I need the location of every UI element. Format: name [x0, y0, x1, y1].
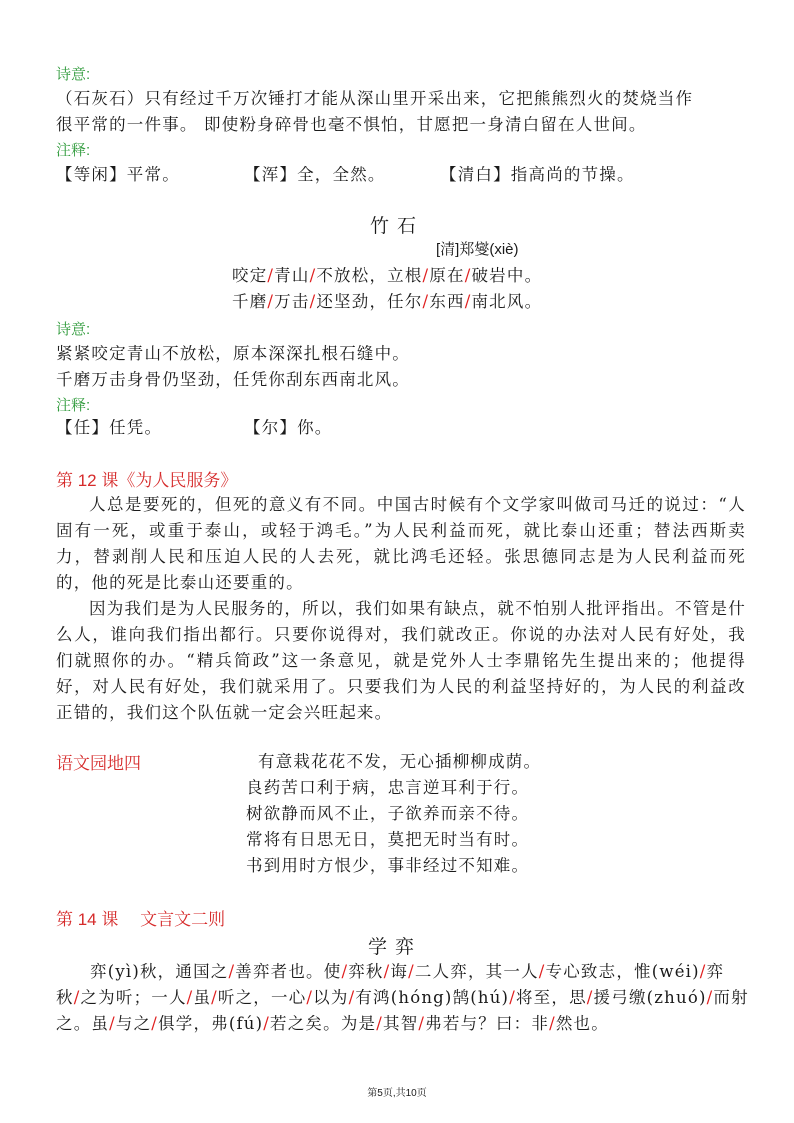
proverb-line-3: 树欲静而风不止，子欲养而亲不待。 [246, 804, 530, 823]
xueyi-line-3: 之。虽/与之/俱学，弗(fú)/若之矣。为是/其智/弗若与？曰：非/然也。 [56, 1014, 609, 1033]
proverb-line-5: 书到用时方恨少，事非经过不知难。 [246, 856, 530, 875]
shiyi-text-line-2: 很平常的一件事。 即使粉身碎骨也毫不惧怕，甘愿把一身清白留在人世间。 [56, 115, 647, 134]
poem-title-zhushi: 竹石 [370, 215, 425, 237]
poem-author: [清]郑燮(xiè) [436, 241, 519, 258]
shiyi2-text-line-2: 千磨万击身骨仍坚劲，任凭你刮东西南北风。 [56, 370, 410, 389]
xueyi-line-2: 秋/之为听；一人/虽/听之，一心/以为/有鸿(hóng)鹄(hú)/将至，思/援弓缴(zhuó)/而射 [56, 988, 749, 1007]
xueyi-title: 学弈 [368, 936, 423, 958]
shiyi2-text-line-1: 紧紧咬定青山不放松，原本深深扎根石缝中。 [56, 344, 410, 363]
page-number-footer: 第5页,共10页 [367, 1088, 427, 1099]
shiyi-text-line-1: （石灰石）只有经过千万次锤打才能从深山里开采出来，它把熊熊烈火的焚烧当作 [56, 89, 694, 108]
zhushi-item-hun: 【浑】全，全然。 [244, 165, 386, 184]
lesson-14-heading: 第 14 课 文言文二则 [56, 910, 226, 929]
proverb-line-2: 良药苦口利于病，忠言逆耳利于行。 [246, 778, 530, 797]
shiyi-label-1: 诗意: [56, 66, 91, 83]
zhushi-label-1: 注释: [56, 142, 91, 159]
xueyi-line-1: 弈(yì)秋，通国之/善弈者也。使/弈秋/诲/二人弈，其一人/专心致志，惟(wéi)/弈 [90, 962, 725, 981]
zhushi-item-ren: 【任】任凭。 [56, 418, 163, 437]
zhushi-label-2: 注释: [56, 397, 91, 414]
poem-line-2: 千磨/万击/还坚劲，任尔/东西/南北风。 [232, 292, 543, 311]
zhushi-item-dengxian: 【等闲】平常。 [56, 165, 180, 184]
zhushi-item-qingbai: 【清白】指高尚的节操。 [440, 165, 635, 184]
garden-4-heading: 语文园地四 [56, 754, 141, 773]
lesson-12-heading: 第 12 课《为人民服务》 [56, 471, 238, 490]
proverb-line-1: 有意栽花花不发，无心插柳柳成荫。 [258, 752, 542, 771]
poem-line-1: 咬定/青山/不放松，立根/原在/破岩中。 [232, 266, 543, 285]
proverb-line-4: 常将有日思无日，莫把无时当有时。 [246, 830, 530, 849]
shiyi-label-2: 诗意: [56, 321, 91, 338]
lesson-12-paragraph-1: 人总是要死的，但死的意义有不同。中国古时候有个文学家叫做司马迁的说过：“人固有一死，或重于泰山，或轻于鸿毛。”为人民利益而死，就比泰山还重；替法西斯卖力，替剥削人民和压迫人民的人去死，就比鸿毛还轻。张思德同志是为人民利益而死的，他的死是比泰山还要重的。 [56, 495, 746, 592]
zhushi-item-er: 【尔】你。 [244, 418, 333, 437]
lesson-12-paragraph-2: 因为我们是为人民服务的，所以，我们如果有缺点，就不怕别人批评指出。不管是什么人，谁向我们指出都行。只要你说得对，我们就改正。你说的办法对人民有好处，我们就照你的办。“精兵简政”这一条意见，就是党外人士李鼎铭先生提出来的；他提得好，对人民有好处，我们就采用了。只要我们为人民的利益坚持好的，为人民的利益改正错的，我们这个队伍就一定会兴旺起来。 [56, 599, 746, 722]
